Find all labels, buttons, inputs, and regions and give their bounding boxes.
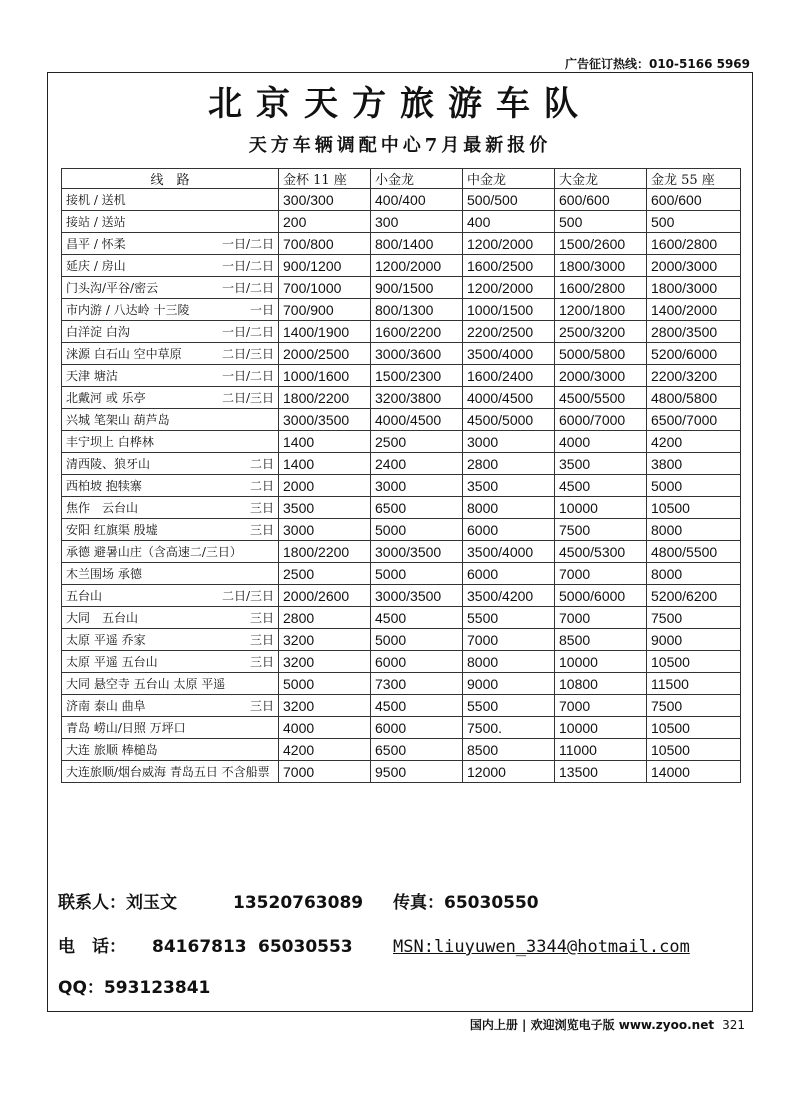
price-cell: 9500	[371, 761, 463, 783]
price-cell: 1000/1600	[279, 365, 371, 387]
price-cell: 3500	[279, 497, 371, 519]
msn-link[interactable]: MSN:liuyuwen_3344@hotmail.com	[393, 937, 690, 957]
route-days: 三日	[249, 699, 274, 713]
price-cell: 500/500	[463, 189, 555, 211]
price-cell: 8500	[555, 629, 647, 651]
price-cell: 10000	[555, 717, 647, 739]
contact-line-3	[58, 973, 210, 998]
price-cell: 11000	[555, 739, 647, 761]
header-jinlong-55: 金龙 55 座	[647, 169, 741, 189]
route-cell	[62, 541, 279, 563]
price-cell: 7000	[279, 761, 371, 783]
price-cell: 3200	[279, 629, 371, 651]
table-row	[62, 189, 741, 211]
route-cell	[62, 277, 279, 299]
price-cell: 2500	[371, 431, 463, 453]
route-days: 二日	[249, 457, 274, 471]
price-cell: 10500	[647, 651, 741, 673]
price-cell: 5000/5800	[555, 343, 647, 365]
price-cell: 7500	[647, 695, 741, 717]
route-name: 清西陵、狼牙山	[66, 457, 151, 471]
route-name: 承德 避暑山庄（含高速二/三日）	[66, 545, 242, 559]
price-cell: 300	[371, 211, 463, 233]
price-cell: 13500	[555, 761, 647, 783]
route-name: 济南 泰山 曲阜	[66, 699, 146, 713]
route-cell	[62, 211, 279, 233]
price-cell: 4000/4500	[463, 387, 555, 409]
price-cell: 600/600	[647, 189, 741, 211]
table-row	[62, 585, 741, 607]
route-cell	[62, 299, 279, 321]
price-cell: 6500	[371, 739, 463, 761]
price-cell: 3000/3600	[371, 343, 463, 365]
table-row	[62, 321, 741, 343]
route-days: 三日	[249, 523, 274, 537]
price-cell: 4800/5800	[647, 387, 741, 409]
price-cell: 6000	[463, 519, 555, 541]
page-subtitle: 天方车辆调配中心7月最新报价	[248, 135, 552, 156]
price-cell: 4200	[279, 739, 371, 761]
price-cell: 8000	[463, 651, 555, 673]
table-row	[62, 541, 741, 563]
price-cell: 1800/2200	[279, 541, 371, 563]
price-cell: 2000/2600	[279, 585, 371, 607]
route-cell	[62, 233, 279, 255]
price-cell: 1600/2500	[463, 255, 555, 277]
route-cell	[62, 255, 279, 277]
footer-text: 国内上册 | 欢迎浏览电子版 www.zyoo.net	[469, 1018, 715, 1032]
price-cell: 8000	[463, 497, 555, 519]
route-days: 三日	[249, 655, 274, 669]
price-cell: 4000/4500	[371, 409, 463, 431]
price-cell: 8500	[463, 739, 555, 761]
route-cell	[62, 585, 279, 607]
price-cell: 8000	[647, 563, 741, 585]
price-cell: 2000/2500	[279, 343, 371, 365]
contact-person: 联系人：刘玉文	[58, 893, 177, 913]
price-cell: 10500	[647, 739, 741, 761]
price-cell: 2200/2500	[463, 321, 555, 343]
route-days: 二日/三日	[221, 589, 274, 603]
price-cell: 7000	[555, 695, 647, 717]
price-cell: 6000/7000	[555, 409, 647, 431]
table-row	[62, 343, 741, 365]
price-cell: 5200/6000	[647, 343, 741, 365]
page-footer	[470, 1016, 745, 1033]
price-cell: 1500/2600	[555, 233, 647, 255]
route-name: 涞源 白石山 空中草原	[66, 347, 182, 361]
price-cell: 3200	[279, 695, 371, 717]
price-cell: 4200	[647, 431, 741, 453]
price-cell: 5000	[371, 519, 463, 541]
route-cell	[62, 563, 279, 585]
price-cell: 11500	[647, 673, 741, 695]
price-cell: 2000/3000	[647, 255, 741, 277]
header-small-jinlong: 小金龙	[371, 169, 463, 189]
route-name: 大连旅顺/烟台威海 青岛五日 不含船票	[66, 765, 270, 779]
route-name: 五台山	[66, 589, 103, 603]
price-cell: 1200/2000	[371, 255, 463, 277]
table-row	[62, 629, 741, 651]
price-cell: 3500/4200	[463, 585, 555, 607]
price-cell: 1500/2300	[371, 365, 463, 387]
route-name: 丰宁坝上 白桦林	[66, 435, 154, 449]
price-cell: 5000	[371, 629, 463, 651]
price-table	[61, 168, 741, 783]
price-cell: 1000/1500	[463, 299, 555, 321]
price-cell: 5000	[279, 673, 371, 695]
price-cell: 4500	[555, 475, 647, 497]
contact-line-1	[58, 888, 539, 913]
route-cell	[62, 497, 279, 519]
route-name: 接站 / 送站	[66, 215, 126, 229]
price-cell: 4800/5500	[647, 541, 741, 563]
ad-hotline: 广告征订热线：010-5166 5969	[564, 57, 750, 71]
price-cell: 12000	[463, 761, 555, 783]
header-jinbei-11: 金杯 11 座	[279, 169, 371, 189]
price-cell: 700/1000	[279, 277, 371, 299]
route-days: 一日/二日	[221, 369, 274, 383]
route-cell	[62, 739, 279, 761]
price-cell: 3200	[279, 651, 371, 673]
price-cell: 700/800	[279, 233, 371, 255]
route-days: 三日	[249, 633, 274, 647]
phone-label: 电 话：	[58, 937, 126, 957]
price-cell: 4500	[371, 607, 463, 629]
route-days: 三日	[249, 611, 274, 625]
price-cell: 4500	[371, 695, 463, 717]
price-cell: 7000	[463, 629, 555, 651]
price-cell: 3000/3500	[371, 585, 463, 607]
table-row	[62, 651, 741, 673]
price-cell: 1200/2000	[463, 277, 555, 299]
price-cell: 1400	[279, 453, 371, 475]
price-cell: 4500/5000	[463, 409, 555, 431]
price-cell: 10000	[555, 651, 647, 673]
price-cell: 4500/5500	[555, 387, 647, 409]
route-cell	[62, 717, 279, 739]
price-cell: 4000	[279, 717, 371, 739]
route-cell	[62, 409, 279, 431]
route-cell	[62, 387, 279, 409]
price-cell: 7000	[555, 607, 647, 629]
header-route: 线 路	[62, 169, 279, 189]
route-name: 焦作 云台山	[66, 501, 139, 515]
table-row	[62, 563, 741, 585]
phone-number-2: 65030553	[258, 937, 353, 957]
route-days: 一日	[249, 303, 274, 317]
route-days: 二日/三日	[221, 391, 274, 405]
price-cell: 1600/2800	[555, 277, 647, 299]
price-cell: 9000	[647, 629, 741, 651]
price-sheet	[47, 72, 753, 1012]
route-name: 西柏坡 抱犊寨	[66, 479, 142, 493]
price-cell: 1600/2800	[647, 233, 741, 255]
price-cell: 900/1200	[279, 255, 371, 277]
contact-line-2	[58, 932, 690, 957]
price-cell: 800/1400	[371, 233, 463, 255]
route-cell	[62, 673, 279, 695]
phone-number-1: 84167813	[152, 937, 247, 957]
price-cell: 2800/3500	[647, 321, 741, 343]
route-days: 一日/二日	[221, 281, 274, 295]
table-row	[62, 233, 741, 255]
table-header-row	[62, 169, 741, 189]
price-cell: 2500/3200	[555, 321, 647, 343]
table-row	[62, 607, 741, 629]
table-row	[62, 299, 741, 321]
price-cell: 2800	[279, 607, 371, 629]
route-cell	[62, 453, 279, 475]
price-cell: 7500	[555, 519, 647, 541]
price-cell: 3000/3500	[279, 409, 371, 431]
price-cell: 500	[647, 211, 741, 233]
route-name: 大同 悬空寺 五台山 太原 平遥	[66, 677, 226, 691]
route-name: 太原 平遥 五台山	[66, 655, 158, 669]
price-cell: 1400/1900	[279, 321, 371, 343]
price-cell: 14000	[647, 761, 741, 783]
price-cell: 1400	[279, 431, 371, 453]
price-cell: 1400/2000	[647, 299, 741, 321]
price-cell: 500	[555, 211, 647, 233]
price-cell: 3500/4000	[463, 541, 555, 563]
route-name: 青岛 崂山/日照 万坪口	[66, 721, 186, 735]
route-name: 安阳 红旗渠 殷墟	[66, 523, 158, 537]
route-name: 昌平 / 怀柔	[66, 237, 126, 251]
price-cell: 6500	[371, 497, 463, 519]
table-row	[62, 695, 741, 717]
price-cell: 2500	[279, 563, 371, 585]
price-cell: 7300	[371, 673, 463, 695]
table-row	[62, 717, 741, 739]
table-row	[62, 277, 741, 299]
route-name: 太原 平遥 乔家	[66, 633, 146, 647]
qq-number: 593123841	[103, 978, 211, 998]
route-cell	[62, 431, 279, 453]
price-cell: 1200/2000	[463, 233, 555, 255]
price-cell: 10500	[647, 497, 741, 519]
price-cell: 1800/2200	[279, 387, 371, 409]
price-cell: 3200/3800	[371, 387, 463, 409]
price-cell: 10800	[555, 673, 647, 695]
price-cell: 300/300	[279, 189, 371, 211]
price-cell: 2800	[463, 453, 555, 475]
price-cell: 800/1300	[371, 299, 463, 321]
price-cell: 10000	[555, 497, 647, 519]
route-days: 一日/二日	[221, 325, 274, 339]
price-cell: 3000	[463, 431, 555, 453]
price-cell: 2000	[279, 475, 371, 497]
price-cell: 900/1500	[371, 277, 463, 299]
page-number: 321	[722, 1018, 745, 1032]
price-cell: 3500	[555, 453, 647, 475]
route-name: 天津 塘沽	[66, 369, 118, 383]
route-name: 大连 旅顺 棒槌岛	[66, 743, 158, 757]
table-row	[62, 673, 741, 695]
route-name: 木兰围场 承德	[66, 567, 142, 581]
price-cell: 6000	[371, 651, 463, 673]
price-cell: 1200/1800	[555, 299, 647, 321]
fax-label: 传真：	[393, 893, 444, 913]
route-name: 市内游 / 八达岭 十三陵	[66, 303, 190, 317]
route-name: 北戴河 或 乐亭	[66, 391, 146, 405]
page-title: 北京天方旅游车队	[208, 84, 592, 124]
route-name: 接机 / 送机	[66, 193, 126, 207]
price-cell: 9000	[463, 673, 555, 695]
price-cell: 5500	[463, 607, 555, 629]
mobile-number: 13520763089	[233, 893, 364, 913]
price-cell: 200	[279, 211, 371, 233]
price-cell: 1600/2400	[463, 365, 555, 387]
price-cell: 3000/3500	[371, 541, 463, 563]
route-name: 延庆 / 房山	[66, 259, 126, 273]
price-cell: 400/400	[371, 189, 463, 211]
price-cell: 3800	[647, 453, 741, 475]
price-cell: 4500/5300	[555, 541, 647, 563]
price-cell: 6500/7000	[647, 409, 741, 431]
price-cell: 3000	[371, 475, 463, 497]
route-days: 二日/三日	[221, 347, 274, 361]
route-cell	[62, 761, 279, 783]
price-cell: 3500/4000	[463, 343, 555, 365]
route-days: 一日/二日	[221, 237, 274, 251]
price-cell: 4000	[555, 431, 647, 453]
price-cell: 7000	[555, 563, 647, 585]
route-cell	[62, 365, 279, 387]
table-row	[62, 409, 741, 431]
price-cell: 700/900	[279, 299, 371, 321]
price-cell: 7500.	[463, 717, 555, 739]
price-cell: 5000	[647, 475, 741, 497]
price-cell: 5200/6200	[647, 585, 741, 607]
price-cell: 600/600	[555, 189, 647, 211]
route-days: 一日/二日	[221, 259, 274, 273]
price-cell: 2000/3000	[555, 365, 647, 387]
route-name: 白洋淀 白沟	[66, 325, 130, 339]
route-name: 兴城 笔架山 葫芦岛	[66, 413, 170, 427]
route-name: 门头沟/平谷/密云	[66, 281, 159, 295]
price-cell: 1600/2200	[371, 321, 463, 343]
price-cell: 5500	[463, 695, 555, 717]
price-cell: 5000	[371, 563, 463, 585]
table-row	[62, 387, 741, 409]
table-row	[62, 365, 741, 387]
route-cell	[62, 607, 279, 629]
route-cell	[62, 651, 279, 673]
table-row	[62, 475, 741, 497]
route-name: 大同 五台山	[66, 611, 139, 625]
price-cell: 7500	[647, 607, 741, 629]
price-cell: 10500	[647, 717, 741, 739]
route-cell	[62, 321, 279, 343]
price-cell: 2400	[371, 453, 463, 475]
price-cell: 6000	[371, 717, 463, 739]
table-row	[62, 519, 741, 541]
route-cell	[62, 475, 279, 497]
route-cell	[62, 189, 279, 211]
price-cell: 1800/3000	[647, 277, 741, 299]
route-cell	[62, 629, 279, 651]
price-cell: 1800/3000	[555, 255, 647, 277]
price-table-body	[62, 189, 741, 783]
price-cell: 400	[463, 211, 555, 233]
table-row	[62, 497, 741, 519]
table-row	[62, 739, 741, 761]
price-cell: 3000	[279, 519, 371, 541]
header-mid-jinlong: 中金龙	[463, 169, 555, 189]
route-days: 二日	[249, 479, 274, 493]
table-row	[62, 453, 741, 475]
route-cell	[62, 519, 279, 541]
price-cell: 2200/3200	[647, 365, 741, 387]
route-cell	[62, 695, 279, 717]
table-row	[62, 761, 741, 783]
table-row	[62, 255, 741, 277]
header-big-jinlong: 大金龙	[555, 169, 647, 189]
price-cell: 5000/6000	[555, 585, 647, 607]
fax-number: 65030550	[444, 893, 539, 913]
table-row	[62, 211, 741, 233]
price-cell: 8000	[647, 519, 741, 541]
route-cell	[62, 343, 279, 365]
route-days: 三日	[249, 501, 274, 515]
price-cell: 6000	[463, 563, 555, 585]
table-row	[62, 431, 741, 453]
price-cell: 3500	[463, 475, 555, 497]
qq-label: QQ：	[58, 978, 104, 998]
